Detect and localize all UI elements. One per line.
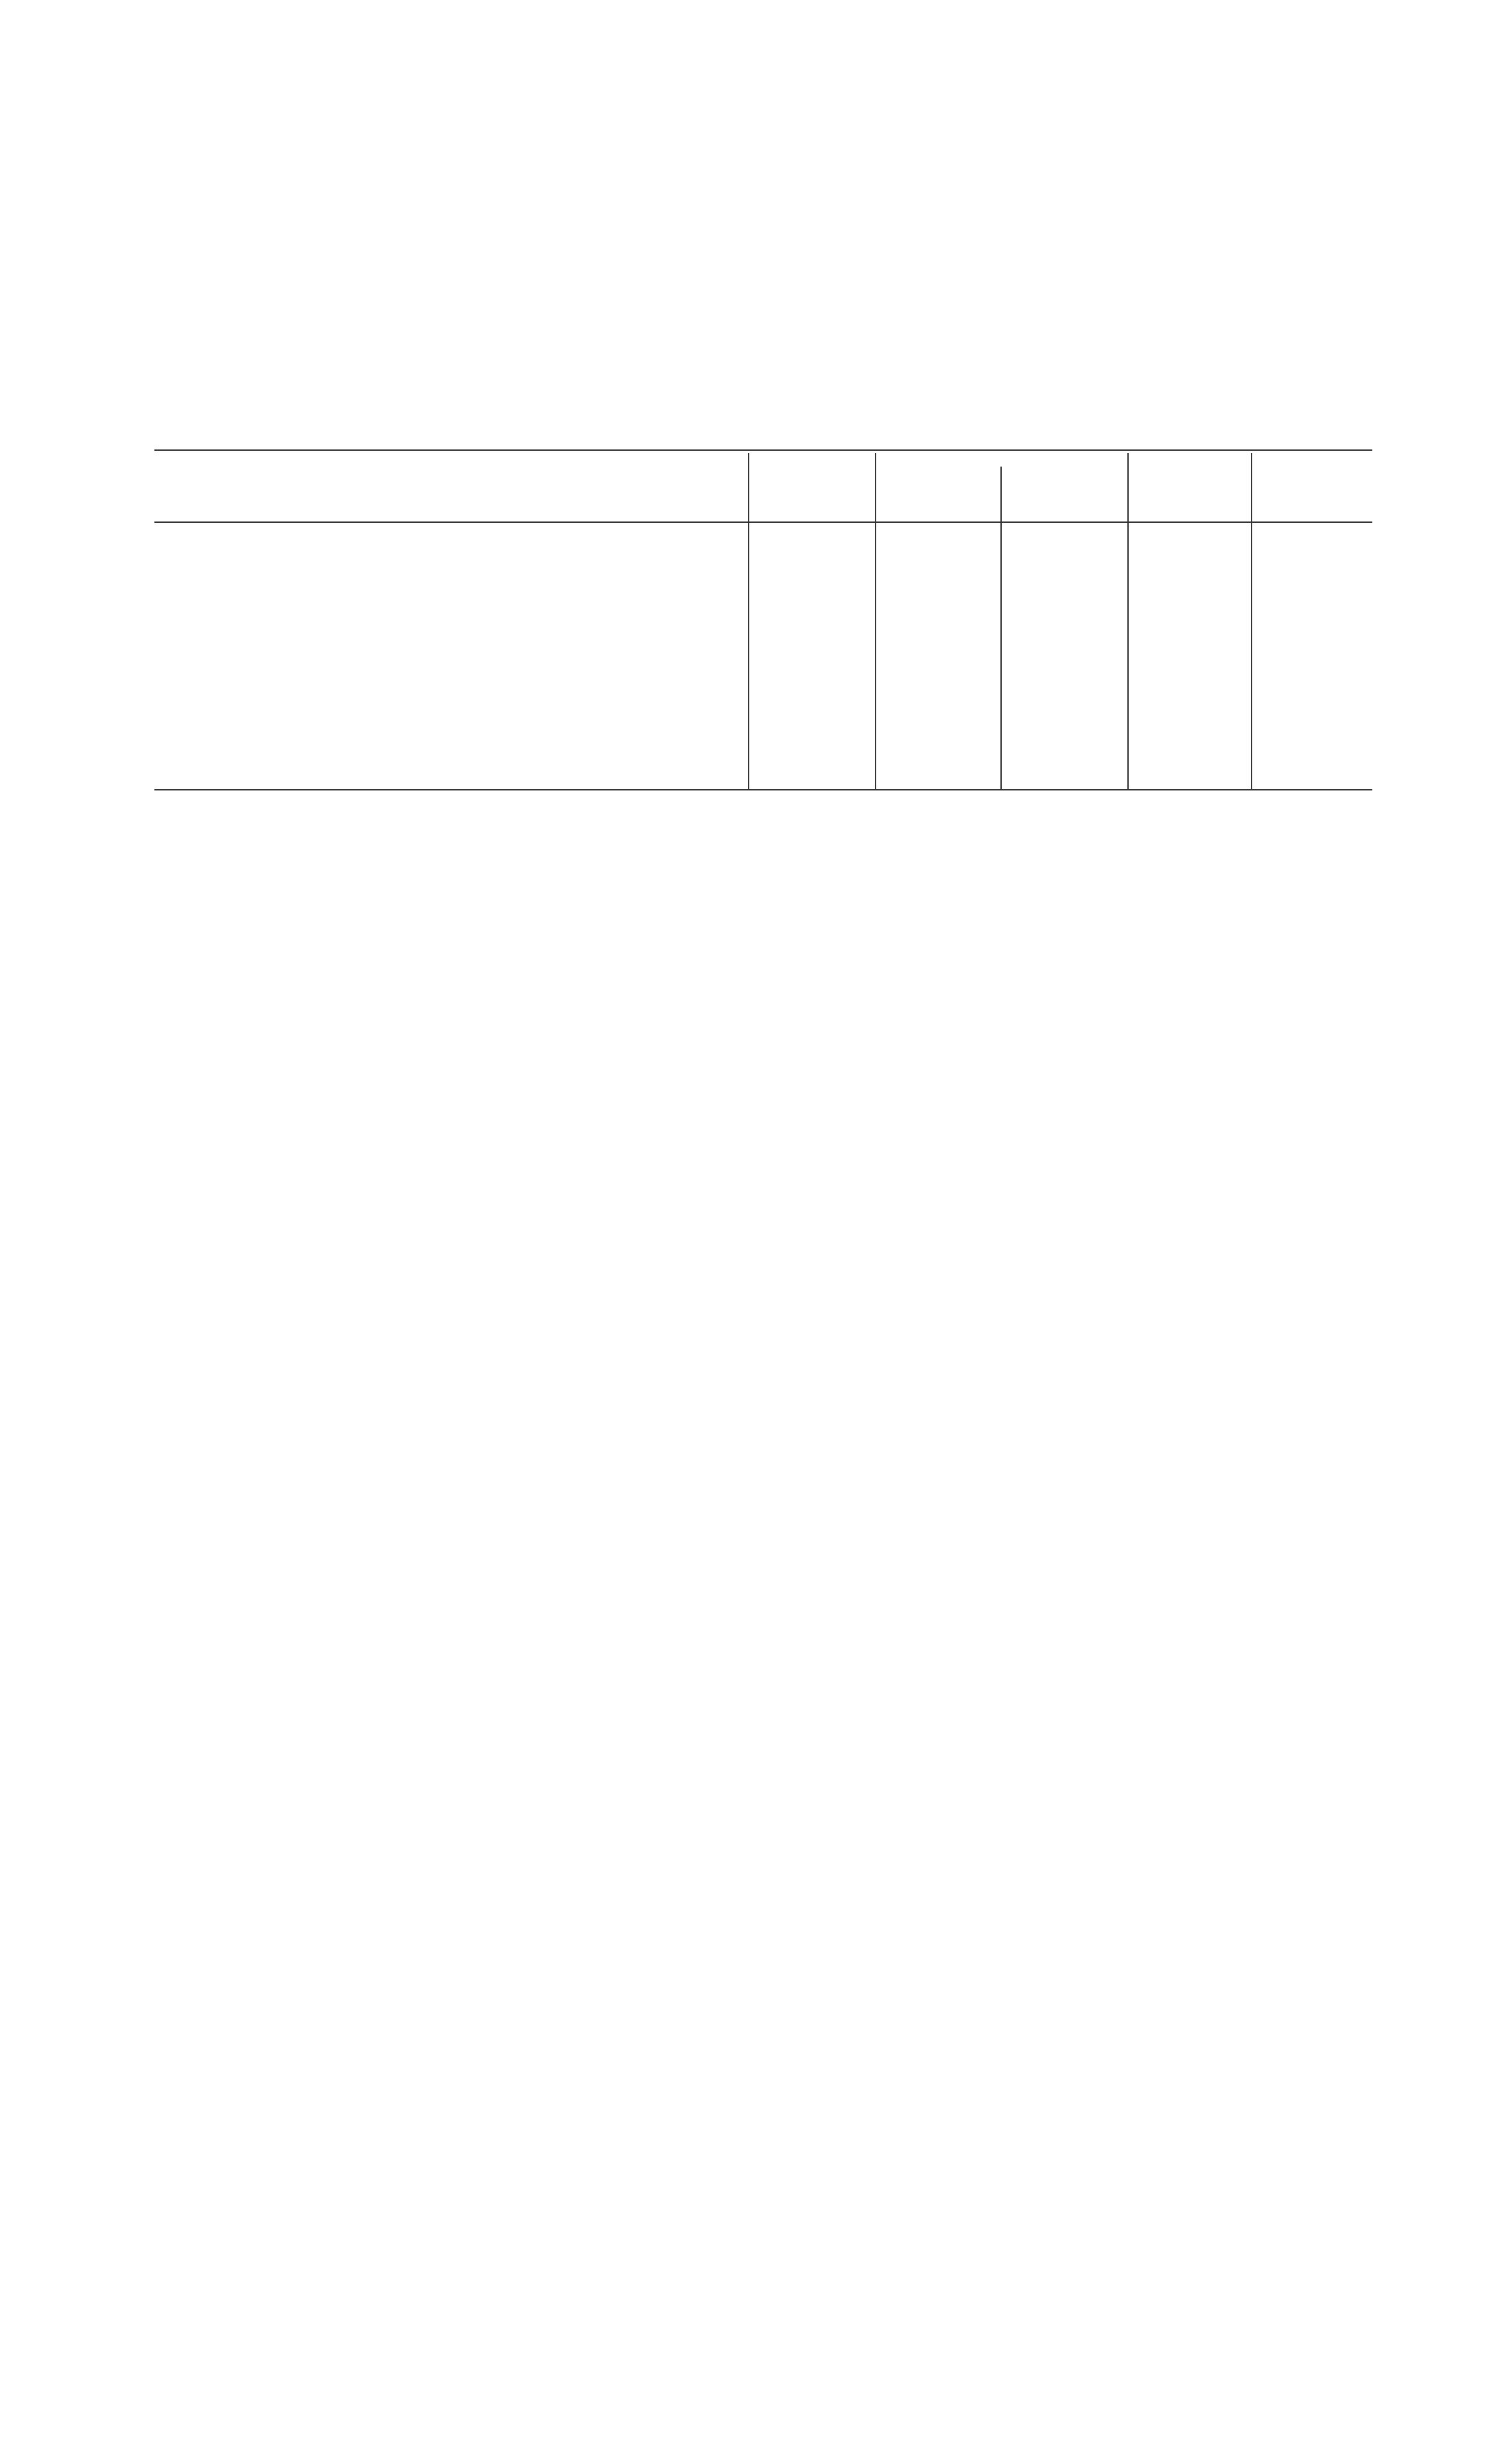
column-divider	[1000, 467, 1002, 789]
column-divider	[1251, 453, 1252, 789]
table-bottom-rule	[154, 789, 1372, 790]
column-divider	[1127, 453, 1129, 789]
table-top-rule	[154, 449, 1372, 451]
column-divider	[875, 453, 876, 789]
column-divider	[748, 453, 749, 789]
table-header-rule	[154, 521, 1372, 523]
